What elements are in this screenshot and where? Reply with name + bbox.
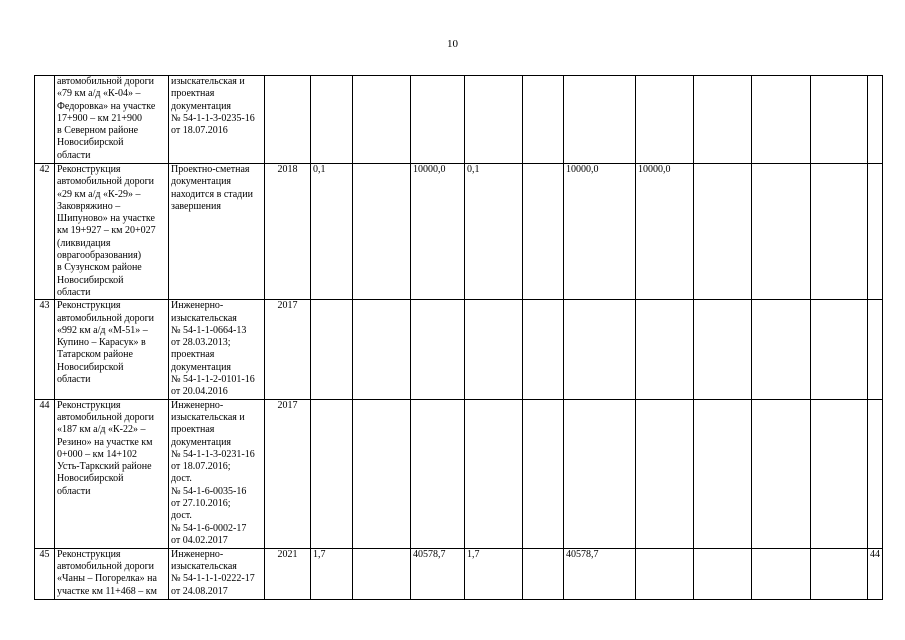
value-cell [353, 76, 411, 164]
value-cell [564, 300, 636, 399]
value-cell [868, 300, 883, 399]
table-row [35, 76, 883, 164]
value-cell [868, 164, 883, 300]
value-cell [752, 399, 811, 548]
value-cell [353, 548, 411, 599]
value-cell [523, 548, 564, 599]
road-works-table [34, 75, 883, 600]
value-cell [411, 300, 465, 399]
value-cell: 44 [868, 548, 883, 599]
value-cell [636, 399, 694, 548]
value-cell: 10000,0 [636, 164, 694, 300]
value-cell [868, 399, 883, 548]
documentation-cell: изыскательская и проектная документация № 54-1-1-3-0235-16 от 18.07.2016 [169, 76, 265, 164]
object-name-cell: автомобильной дороги «79 км а/д «К-04» – Федоровка» на участке 17+900 – км 21+900 в Северном районе Новосибирской области [55, 76, 169, 164]
row-number-cell: 43 [35, 300, 55, 399]
value-cell [811, 76, 868, 164]
value-cell [465, 76, 523, 164]
value-cell [694, 399, 752, 548]
value-cell: 40578,7 [564, 548, 636, 599]
value-cell [353, 399, 411, 548]
object-name-cell: Реконструкция автомобильной дороги «187 км а/д «К-22» – Резино» на участке км 0+000 – км 14+102 Усть-Таркский районе Новосибирской области [55, 399, 169, 548]
value-cell [636, 300, 694, 399]
value-cell [694, 76, 752, 164]
value-cell [868, 76, 883, 164]
year-cell: 2021 [265, 548, 311, 599]
table-row [35, 164, 883, 300]
object-name-cell: Реконструкция автомобильной дороги «29 км а/д «К-29» – Заковряжино – Шипуново» на участке км 19+927 – км 20+027 (ликвидация оврагообразования) в Сузунском районе Новосибирской области [55, 164, 169, 300]
value-cell: 0,1 [311, 164, 353, 300]
value-cell: 10000,0 [564, 164, 636, 300]
value-cell [694, 300, 752, 399]
value-cell [752, 76, 811, 164]
value-cell [752, 300, 811, 399]
table-row [35, 548, 883, 599]
year-cell: 2017 [265, 300, 311, 399]
row-number-cell [35, 76, 55, 164]
value-cell [523, 399, 564, 548]
value-cell [564, 76, 636, 164]
row-number-cell: 42 [35, 164, 55, 300]
value-cell [311, 300, 353, 399]
year-cell [265, 76, 311, 164]
row-number-cell: 45 [35, 548, 55, 599]
year-cell: 2017 [265, 399, 311, 548]
value-cell [811, 164, 868, 300]
value-cell: 10000,0 [411, 164, 465, 300]
year-cell: 2018 [265, 164, 311, 300]
value-cell [411, 76, 465, 164]
value-cell: 1,7 [311, 548, 353, 599]
documentation-cell: Инженерно- изыскательская № 54-1-1-0664-13 от 28.03.2013; проектная документация № 54-1-1-2-0101-16 от 20.04.2016 [169, 300, 265, 399]
object-name-cell: Реконструкция автомобильной дороги «Чаны – Погорелка» на участке км 11+468 – км [55, 548, 169, 599]
value-cell [811, 399, 868, 548]
value-cell [523, 164, 564, 300]
documentation-cell: Проектно-сметная документация находится в стадии завершения [169, 164, 265, 300]
value-cell [523, 76, 564, 164]
value-cell [694, 164, 752, 300]
value-cell [636, 76, 694, 164]
page-number: 10 [447, 38, 458, 50]
value-cell [523, 300, 564, 399]
value-cell [752, 548, 811, 599]
documentation-cell: Инженерно- изыскательская № 54-1-1-1-0222-17 от 24.08.2017 [169, 548, 265, 599]
value-cell [811, 548, 868, 599]
value-cell [465, 399, 523, 548]
value-cell [811, 300, 868, 399]
documentation-cell: Инженерно- изыскательская и проектная документация № 54-1-1-3-0231-16 от 18.07.2016; дост. № 54-1-6-0035-16 от 27.10.2016; дост. № 54-1-6-0002-17 от 04.02.2017 [169, 399, 265, 548]
row-number-cell: 44 [35, 399, 55, 548]
value-cell [311, 399, 353, 548]
object-name-cell: Реконструкция автомобильной дороги «992 км а/д «М-51» – Купино – Карасук» в Татарском районе Новосибирской области [55, 300, 169, 399]
value-cell: 1,7 [465, 548, 523, 599]
value-cell [752, 164, 811, 300]
value-cell: 40578,7 [411, 548, 465, 599]
value-cell [694, 548, 752, 599]
value-cell [564, 399, 636, 548]
value-cell [636, 548, 694, 599]
table-row [35, 399, 883, 548]
value-cell [311, 76, 353, 164]
value-cell [411, 399, 465, 548]
value-cell [353, 164, 411, 300]
value-cell [353, 300, 411, 399]
table-row [35, 300, 883, 399]
value-cell [465, 300, 523, 399]
value-cell: 0,1 [465, 164, 523, 300]
